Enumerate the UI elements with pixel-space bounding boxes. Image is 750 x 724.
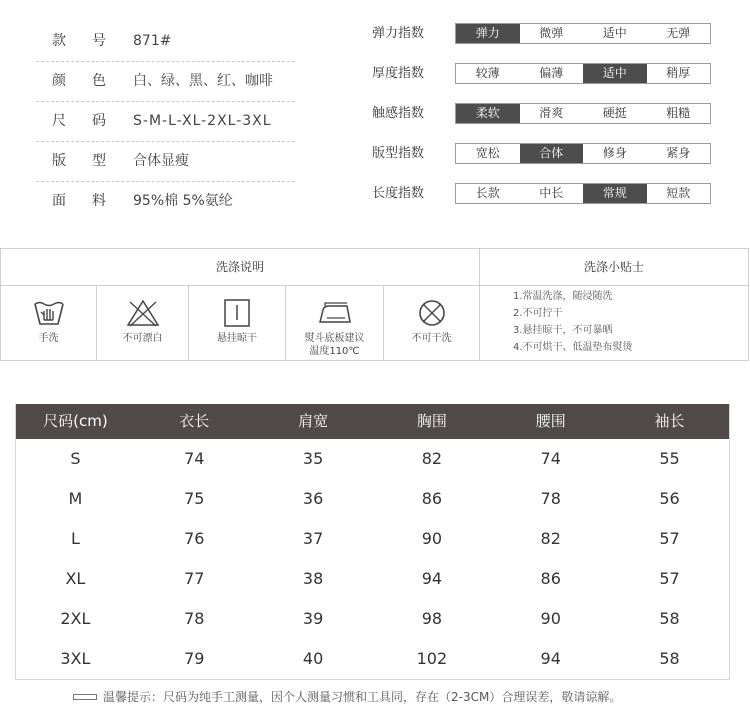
table-cell: 86 — [540, 569, 561, 588]
index-label: 触感指数 — [372, 106, 425, 121]
scale-option: 无弹 — [666, 26, 691, 40]
table-cell: 58 — [659, 649, 680, 668]
wash-label: 悬挂晾干 — [217, 333, 257, 344]
wash-item-hand-wash — [1, 286, 97, 360]
elasticity-scale — [455, 23, 711, 44]
column-header: 衣长 — [179, 412, 210, 430]
table-cell: 78 — [184, 609, 205, 628]
fit-scale — [455, 143, 711, 164]
touch-scale — [455, 103, 711, 124]
no-bleach-icon — [126, 298, 160, 328]
table-cell: M — [68, 489, 83, 508]
wash-label-line1: 熨斗底板建议 — [304, 333, 365, 344]
wash-item-hang-dry — [189, 286, 286, 360]
table-row — [16, 479, 729, 519]
info-key: 尺码 — [52, 113, 132, 129]
scale-option: 稍厚 — [666, 66, 691, 80]
table-cell: 37 — [302, 529, 324, 548]
column-header: 袖长 — [654, 412, 685, 430]
table-cell: 39 — [302, 609, 324, 628]
wash-tips-title: 洗涤小贴士 — [480, 249, 748, 286]
table-row — [16, 639, 729, 679]
scale-option: 弹力 — [456, 24, 520, 43]
table-cell: 98 — [421, 609, 443, 628]
thickness-scale — [455, 63, 711, 84]
table-cell: 94 — [421, 569, 443, 588]
info-key: 版型 — [52, 153, 132, 169]
scale-option: 适中 — [583, 64, 647, 83]
table-row — [16, 519, 729, 559]
scale-option: 紧身 — [666, 146, 691, 160]
index-label: 弹力指数 — [372, 26, 425, 41]
info-value: 合体显瘦 — [133, 153, 189, 169]
info-value: S-M-L-XL-2XL-3XL — [133, 113, 272, 129]
hang-dry-icon — [220, 298, 254, 328]
wash-label — [286, 332, 383, 358]
table-cell: 75 — [184, 489, 205, 508]
wash-tips — [513, 288, 633, 356]
scale-option: 合体 — [520, 144, 584, 163]
size-table — [15, 404, 730, 680]
table-cell: 94 — [540, 649, 561, 668]
scale-option: 适中 — [602, 26, 627, 40]
table-cell: 78 — [540, 489, 561, 508]
wash-tip: 4.不可烘干、低温垫布熨烫 — [513, 342, 633, 353]
wash-label-line2: 温度110℃ — [309, 346, 360, 357]
index-label: 厚度指数 — [372, 66, 425, 81]
table-cell: 76 — [184, 529, 205, 548]
info-key: 款号 — [52, 33, 132, 49]
footnote: 温馨提示：尺码为纯手工测量，因个人测量习惯和工具同，存在（2-3CM）合理误差，敬请谅解。 — [103, 690, 622, 704]
table-cell: 90 — [421, 529, 443, 548]
column-header: 尺码(cm) — [43, 412, 108, 430]
table-cell: 102 — [416, 649, 448, 668]
wash-label: 不可漂白 — [122, 333, 163, 344]
table-cell: 82 — [421, 449, 443, 468]
table-cell: 74 — [184, 449, 205, 468]
info-key: 颜色 — [52, 73, 132, 89]
scale-option: 微弹 — [539, 26, 564, 40]
hand-wash-icon — [32, 298, 66, 328]
table-cell: 90 — [540, 609, 561, 628]
scale-option: 偏薄 — [539, 66, 564, 80]
table-cell: 57 — [659, 569, 680, 588]
table-row — [16, 599, 729, 639]
scale-option: 粗糙 — [666, 106, 691, 120]
info-row-size — [36, 101, 295, 142]
table-cell: 36 — [302, 489, 324, 508]
index-label: 版型指数 — [372, 146, 425, 161]
scale-option: 修身 — [602, 146, 627, 160]
info-value: 871# — [133, 33, 172, 49]
table-cell: 56 — [659, 489, 680, 508]
scale-option: 中长 — [539, 186, 564, 200]
info-key: 面料 — [52, 193, 132, 209]
info-value: 白、绿、黑、红、咖啡 — [133, 73, 273, 89]
info-value: 95%棉 5%氨纶 — [133, 193, 233, 209]
wash-tip: 2.不可拧干 — [513, 308, 563, 319]
table-cell: XL — [65, 569, 86, 588]
column-header: 腰围 — [535, 412, 566, 430]
iron-icon — [317, 298, 353, 328]
wash-title: 洗涤说明 — [1, 249, 480, 286]
table-row — [16, 439, 729, 479]
table-cell: 58 — [659, 609, 680, 628]
table-cell: S — [70, 449, 81, 468]
no-dry-clean-icon — [415, 298, 449, 328]
table-cell: 38 — [302, 569, 324, 588]
column-header: 肩宽 — [298, 412, 329, 430]
wash-item-no-dry-clean — [384, 286, 480, 360]
wash-label: 不可干洗 — [411, 333, 452, 344]
scale-option: 短款 — [666, 186, 691, 200]
table-cell: 55 — [659, 449, 680, 468]
table-cell: 77 — [184, 569, 205, 588]
pencil-icon — [73, 694, 97, 700]
table-cell: 74 — [540, 449, 561, 468]
wash-label: 手洗 — [38, 333, 59, 344]
length-scale — [455, 183, 711, 204]
info-row-color — [36, 61, 295, 102]
scale-option: 柔软 — [456, 104, 520, 123]
table-cell: 2XL — [60, 609, 91, 628]
wash-section — [0, 248, 749, 361]
info-row-fit — [36, 141, 295, 182]
wash-tip: 3.悬挂晾干，不可暴晒 — [513, 325, 613, 336]
table-cell: 79 — [184, 649, 205, 668]
column-header: 胸围 — [416, 412, 447, 430]
info-row-fabric — [36, 181, 295, 221]
table-cell: 3XL — [60, 649, 91, 668]
size-table-header — [16, 404, 729, 439]
scale-option: 硬挺 — [602, 106, 627, 120]
wash-item-no-bleach — [97, 286, 189, 360]
scale-option: 滑爽 — [539, 106, 564, 120]
scale-option: 宽松 — [475, 146, 500, 160]
scale-option: 常规 — [583, 184, 647, 203]
wash-item-iron — [286, 286, 384, 360]
scale-option: 长款 — [475, 186, 500, 200]
info-row-style-no — [36, 21, 295, 62]
scale-option: 较薄 — [475, 66, 500, 80]
table-cell: 82 — [540, 529, 561, 548]
wash-tip: 1.常温洗涤，随浸随洗 — [513, 291, 613, 302]
table-cell: 40 — [302, 649, 324, 668]
index-label: 长度指数 — [372, 186, 425, 201]
table-cell: L — [70, 529, 80, 548]
table-cell: 35 — [302, 449, 324, 468]
table-cell: 86 — [421, 489, 443, 508]
table-row — [16, 559, 729, 599]
table-cell: 57 — [659, 529, 680, 548]
